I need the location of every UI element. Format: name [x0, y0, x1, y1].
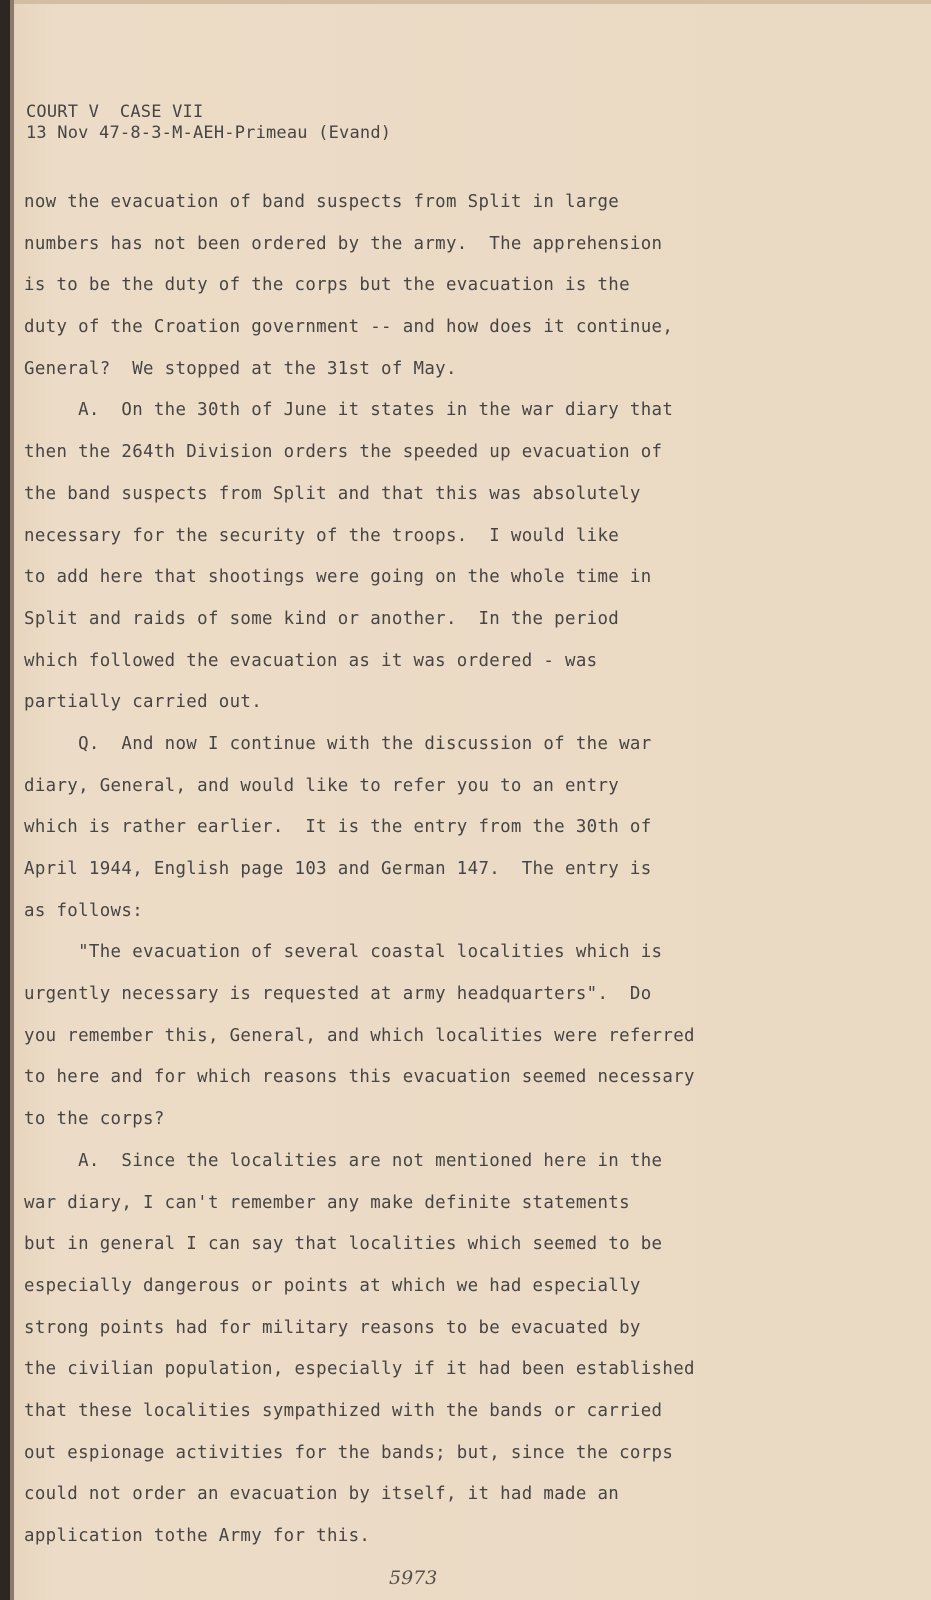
transcript-line: "The evacuation of several coastal localities which is [24, 942, 663, 963]
transcript-line: Split and raids of some kind or another. In the period [24, 608, 620, 629]
header-court-case: COURT V CASE VII [26, 102, 204, 122]
transcript-line: to the corps? [24, 1109, 165, 1130]
transcript-line: the band suspects from Split and that this was absolutely [24, 483, 641, 504]
page-top-edge [0, 0, 931, 4]
transcript-line: to add here that shootings were going on the whole time in [24, 567, 652, 588]
binding-edge [0, 0, 10, 1600]
transcript-line: necessary for the security of the troops. I would like [24, 525, 620, 546]
document-header [26, 102, 391, 144]
transcript-line: A. Since the localities are not mentioned here in the [24, 1150, 663, 1171]
transcript-line: which followed the evacuation as it was ordered - was [24, 650, 598, 671]
transcript-line: war diary, I can't remember any make definite statements [24, 1192, 630, 1213]
transcript-line: strong points had for military reasons to be evacuated by [24, 1317, 641, 1338]
transcript-line: you remember this, General, and which localities were referred [24, 1025, 695, 1046]
transcript-line: April 1944, English page 103 and German 147. The entry is [24, 859, 652, 879]
transcript-line: the civilian population, especially if it had been established [24, 1359, 695, 1380]
transcript-line: which is rather earlier. It is the entry from the 30th of [24, 817, 652, 838]
transcript-line: numbers has not been ordered by the army. The apprehension [24, 233, 663, 254]
transcript-line: duty of the Croation government -- and how does it continue, [24, 317, 674, 338]
transcript-line: out espionage activities for the bands; but, since the corps [24, 1442, 674, 1463]
transcript-line: partially carried out. [24, 692, 263, 713]
transcript-line: then the 264th Division orders the speeded up evacuation of [24, 442, 663, 463]
transcript-line: diary, General, and would like to refer you to an entry [24, 775, 620, 796]
transcript-line: A. On the 30th of June it states in the war diary that [24, 400, 674, 421]
binding-shadow [10, 0, 14, 1600]
transcript-line: especially dangerous or points at which we had especially [24, 1275, 641, 1296]
transcript-line: application tothe Army for this. [24, 1526, 371, 1546]
page-number: 5973 [389, 1567, 438, 1589]
transcript-line: is to be the duty of the corps but the evacuation is the [24, 275, 630, 296]
transcript-line: to here and for which reasons this evacuation seemed necessary [24, 1067, 695, 1088]
transcript-line: Q. And now I continue with the discussion of the war [24, 733, 652, 754]
header-session-info: 13 Nov 47-8-3-M-AEH-Primeau (Evand) [26, 123, 392, 143]
transcript-line: that these localities sympathized with the bands or carried [24, 1400, 663, 1421]
transcript-line: as follows: [24, 900, 144, 921]
transcript-line: urgently necessary is requested at army headquarters". Do [24, 984, 652, 1005]
transcript-line: but in general I can say that localities which seemed to be [24, 1234, 663, 1255]
transcript-line: could not order an evacuation by itself, it had made an [24, 1484, 620, 1505]
transcript-line: now the evacuation of band suspects from Split in large [24, 192, 620, 212]
transcript-line: General? We stopped at the 31st of May. [24, 358, 457, 379]
transcript-body [24, 182, 904, 1558]
